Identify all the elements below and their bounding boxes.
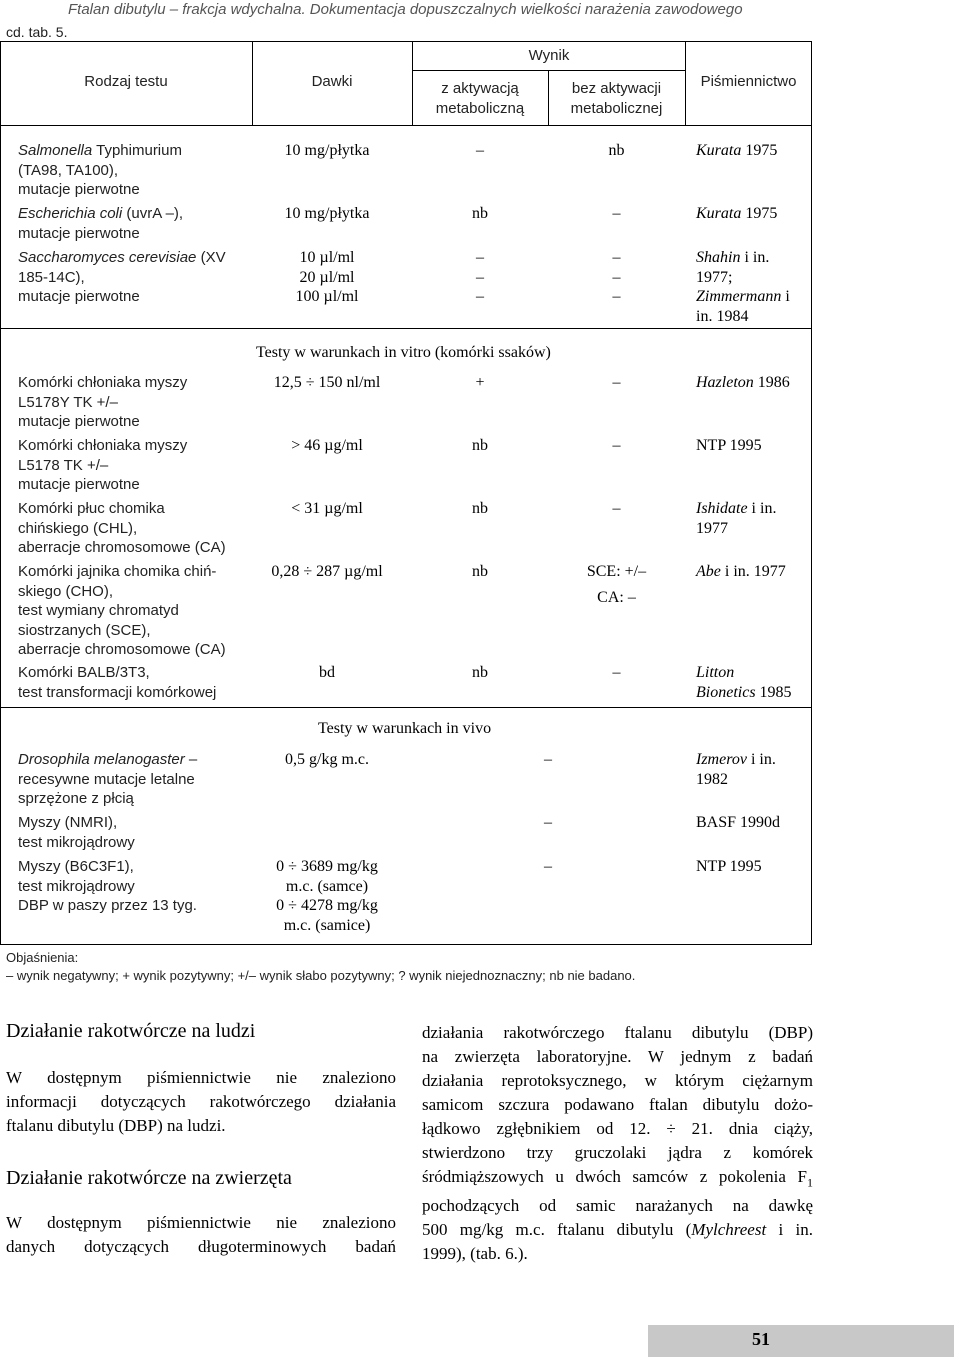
text-line: na zwierzęta laboratoryjne. W jednym z badań xyxy=(422,1047,813,1066)
test-cell-cho xyxy=(18,562,250,660)
col-header-test-type: Rodzaj testu xyxy=(84,73,168,90)
table-right-border xyxy=(811,41,812,945)
test-cell-balb xyxy=(18,663,250,702)
test-text: (uvrA –), xyxy=(126,205,184,222)
author-name: Hazleton xyxy=(696,374,754,391)
author-name: Shahin xyxy=(696,249,741,266)
result-with-cell: nb xyxy=(472,500,488,517)
page-number: 51 xyxy=(752,1329,770,1349)
ref-year: 1977; xyxy=(696,268,733,286)
test-text: Komórki chłoniaka myszy xyxy=(18,437,188,454)
reference-cell: BASF 1990d xyxy=(696,814,781,831)
dose-line: 100 µl/ml xyxy=(295,288,359,305)
reference-cell xyxy=(696,141,808,161)
test-text: (TA98, TA100), xyxy=(18,161,119,179)
result-without-cell xyxy=(548,248,685,307)
text-line xyxy=(422,1165,813,1194)
test-cell-salmonella xyxy=(18,141,250,200)
dose-cell: 12,5 ÷ 150 nl/ml xyxy=(273,374,381,391)
test-text: Komórki płuc chomika xyxy=(18,500,165,517)
section-label-invitro: Testy w warunkach in vitro (komórki ssaków) xyxy=(256,344,551,361)
test-text: (XV xyxy=(200,249,226,266)
test-cell-nmri xyxy=(18,813,250,852)
result-line: CA: – xyxy=(597,588,636,606)
organism-name: Escherichia coli xyxy=(18,205,123,222)
result-line: SCE: +/– xyxy=(586,563,647,580)
test-cell-drosophila xyxy=(18,750,250,809)
test-cell-saccharomyces xyxy=(18,248,250,307)
dose-cell: > 46 µg/ml xyxy=(291,437,363,454)
col-header-without-line2: metabolicznej xyxy=(570,99,663,117)
reference-cell: NTP 1995 xyxy=(696,437,762,454)
organism-name: Drosophila melanogaster xyxy=(18,751,185,768)
ref-year: 1977 xyxy=(696,519,728,537)
table-bottom-border xyxy=(0,944,812,945)
test-text: test mikrojądrowy xyxy=(18,833,135,851)
test-text: aberracje chromosomowe (CA) xyxy=(18,641,226,658)
test-text: L5178Y TK +/– xyxy=(18,393,118,411)
text-line: W dostępnym piśmiennictwie nie znaleziono xyxy=(6,1068,396,1087)
section-divider-invivo xyxy=(0,707,812,708)
test-text: aberracje chromosomowe (CA) xyxy=(18,539,226,556)
col-header-result: Wynik xyxy=(528,47,570,64)
text-line: ftalanu dibutylu (DBP) na ludzi. xyxy=(6,1116,226,1135)
result-line: – xyxy=(476,268,484,286)
table-header-divider xyxy=(0,125,812,126)
ref-year: 1986 xyxy=(757,374,790,391)
dose-line: 0 ÷ 4278 mg/kg xyxy=(276,897,378,914)
dose-cell: 10 mg/płytka xyxy=(284,205,370,222)
reference-cell xyxy=(696,204,808,224)
text-span: śródmiąższowych u dwóch samców z pokolenia F xyxy=(422,1167,807,1186)
legend-title: Objaśnienia: xyxy=(6,950,79,965)
dose-line: m.c. (samce) xyxy=(285,877,369,895)
paragraph-humans xyxy=(6,1066,396,1138)
col-header-without-line1: bez aktywacji xyxy=(571,80,662,97)
test-text: mutacje pierwotne xyxy=(18,476,140,493)
test-text: sprzężone z płcią xyxy=(18,790,134,807)
table-left-border xyxy=(0,41,1,945)
result-line: – xyxy=(612,249,621,266)
test-text: 185-14C), xyxy=(18,268,85,286)
table-continuation-label: cd. tab. 5. xyxy=(6,24,68,40)
test-text: mutacje pierwotne xyxy=(18,181,140,198)
result-with-cell: nb xyxy=(472,664,488,681)
text-line: informacji dotyczących rakotwórczego działania xyxy=(6,1092,396,1111)
text-line: samicom szczura podawano ftalan dibutylu dożo- xyxy=(422,1095,813,1114)
test-text: test transformacji komórkowej xyxy=(18,683,217,701)
test-cell-lymphoma-2 xyxy=(18,436,250,495)
test-cell-chl xyxy=(18,499,250,558)
test-text: Myszy (B6C3F1), xyxy=(18,858,134,875)
test-text: Komórki chłoniaka myszy xyxy=(18,374,188,391)
ref-year: 1975 xyxy=(745,205,778,222)
test-text: L5178 TK +/– xyxy=(18,456,109,474)
table-top-border xyxy=(0,41,812,42)
text-line: działania reprotoksycznego, w którym ciężarnym xyxy=(422,1071,813,1090)
col-header-with-activation xyxy=(412,79,548,118)
text-line: stwierdzono trzy gruczolaki jądra z komórek xyxy=(422,1143,813,1162)
heading-animals: Działanie rakotwórcze na zwierzęta xyxy=(6,1167,292,1189)
test-text: siostrzanych (SCE), xyxy=(18,621,151,639)
test-text: chińskiego (CHL), xyxy=(18,519,138,537)
legend-text: – wynik negatywny; + wynik pozytywny; +/– wynik słabo pozytywny; ? wynik niejednoznaczny; nb nie badano. xyxy=(6,968,636,983)
ref-year: 1975 xyxy=(745,142,778,159)
test-text: Komórki BALB/3T3, xyxy=(18,664,150,681)
running-header: Ftalan dibutylu – frakcja wdychalna. Dokumentacja dopuszczalnych wielkości narażenia zawodowego xyxy=(68,1,743,18)
dose-cell: 10 mg/płytka xyxy=(284,142,370,159)
subscript: 1 xyxy=(807,1175,813,1190)
dose-cell xyxy=(252,857,402,935)
author-name: Kurata xyxy=(696,142,742,159)
test-cell-lymphoma-1 xyxy=(18,373,250,432)
result-without-cell: – xyxy=(612,374,621,391)
ref-year: i in. 1977 xyxy=(724,563,786,580)
paragraph-right-column xyxy=(422,1021,813,1266)
reference-cell: NTP 1995 xyxy=(696,858,762,875)
test-text: Komórki jajnika chomika chiń- xyxy=(18,563,217,580)
text-line: pochodzących od samic narażanych na dawkę xyxy=(422,1196,813,1216)
author-name: Abe xyxy=(696,563,721,580)
dose-line: m.c. (samice) xyxy=(283,916,371,934)
author-name: Kurata xyxy=(696,205,742,222)
result-without-cell: – xyxy=(612,205,621,222)
result-with-cell: – xyxy=(476,142,484,159)
author-name: Bionetics xyxy=(696,683,756,701)
author-name: Ishidate xyxy=(696,500,748,517)
dose-cell xyxy=(252,248,402,307)
text-line: W dostępnym piśmiennictwie nie znaleziono xyxy=(6,1213,396,1232)
result-without-cell: – xyxy=(612,500,621,517)
result-without-cell xyxy=(548,562,685,607)
col-header-with-line1: z aktywacją xyxy=(441,80,519,97)
author-name: Zimmermann xyxy=(696,288,782,305)
result-with-cell: + xyxy=(475,374,485,391)
text-line: łądkowo zgłębnikiem od 12. ÷ 21. dnia ciąży, xyxy=(422,1119,813,1138)
test-text: test wymiany chromatyd xyxy=(18,602,179,619)
footer-bar xyxy=(648,1325,954,1357)
test-cell-ecoli xyxy=(18,204,250,243)
reference-cell xyxy=(696,750,808,789)
citation-author: Mylchreest xyxy=(691,1220,767,1240)
dose-cell: 0,28 ÷ 287 µg/ml xyxy=(271,563,383,580)
result-cell: – xyxy=(544,858,552,875)
dose-line: 0 ÷ 3689 mg/kg xyxy=(276,858,378,875)
test-cell-b6c3f1 xyxy=(18,857,250,916)
organism-name: Salmonella xyxy=(18,142,93,159)
test-text: Typhimurium xyxy=(96,142,182,159)
dose-cell: 0,5 g/kg m.c. xyxy=(285,751,369,768)
result-with-cell: nb xyxy=(472,437,488,454)
result-with-cell xyxy=(412,248,548,307)
dose-cell: bd xyxy=(319,664,335,681)
author-name: Izmerov xyxy=(696,751,747,768)
test-text: DBP w paszy przez 13 tyg. xyxy=(18,897,197,914)
col-header-dose: Dawki xyxy=(311,73,353,90)
ref-year: in. 1984 xyxy=(696,307,749,325)
reference-cell xyxy=(696,248,808,326)
text-line xyxy=(422,1218,813,1242)
dose-cell: < 31 µg/ml xyxy=(291,500,363,517)
test-text: mutacje pierwotne xyxy=(18,413,140,430)
reference-cell xyxy=(696,499,808,538)
col-header-references: Piśmiennictwo xyxy=(700,73,797,90)
author-name: Litton xyxy=(696,664,735,681)
ref-year: 1982 xyxy=(696,770,728,788)
text-line: 1999), (tab. 6.). xyxy=(422,1244,528,1264)
col-header-without-activation xyxy=(548,79,685,118)
reference-cell xyxy=(696,562,808,582)
result-line: – xyxy=(476,288,484,305)
dose-line: 20 µl/ml xyxy=(299,268,355,286)
result-line: – xyxy=(612,288,621,305)
reference-cell xyxy=(696,373,808,393)
test-text: skiego (CHO), xyxy=(18,582,114,600)
result-subheader-divider xyxy=(412,70,686,71)
text-line: danych dotyczących długoterminowych badań xyxy=(6,1237,396,1256)
test-text: mutacje pierwotne xyxy=(18,224,140,242)
test-text: recesywne mutacje letalne xyxy=(18,770,195,788)
test-text: mutacje pierwotne xyxy=(18,288,140,305)
result-line: – xyxy=(476,249,484,266)
ref-year: 1985 xyxy=(759,683,792,701)
section-label-invivo: Testy w warunkach in vivo xyxy=(318,720,492,737)
result-with-cell: nb xyxy=(472,563,488,580)
result-without-cell: – xyxy=(612,437,621,454)
col-header-with-line2: metaboliczną xyxy=(435,99,525,117)
result-without-cell: – xyxy=(612,664,621,681)
result-cell: – xyxy=(544,751,552,768)
result-without-cell: nb xyxy=(608,142,625,159)
text-line: działania rakotwórczego ftalanu dibutylu (DBP) xyxy=(422,1023,813,1042)
ref-text: i in. xyxy=(744,249,770,266)
reference-cell xyxy=(696,663,808,702)
test-text: – xyxy=(184,751,198,768)
ref-text: i in. xyxy=(751,500,777,517)
result-line: – xyxy=(612,268,621,286)
text-span: i in. xyxy=(766,1220,813,1240)
result-cell: – xyxy=(544,814,552,831)
dose-line: 10 µl/ml xyxy=(299,249,355,266)
test-text: Myszy (NMRI), xyxy=(18,814,118,831)
text-span: 500 mg/kg m.c. ftalanu dibutylu ( xyxy=(422,1220,692,1240)
section-divider-invitro xyxy=(0,328,812,329)
ref-text: i xyxy=(785,288,790,305)
organism-name: Saccharomyces cerevisiae xyxy=(18,249,197,266)
result-with-cell: nb xyxy=(472,205,488,222)
ref-text: i in. xyxy=(750,751,776,768)
paragraph-animals xyxy=(6,1211,396,1259)
test-text: test mikrojądrowy xyxy=(18,877,135,895)
heading-humans: Działanie rakotwórcze na ludzi xyxy=(6,1020,256,1042)
